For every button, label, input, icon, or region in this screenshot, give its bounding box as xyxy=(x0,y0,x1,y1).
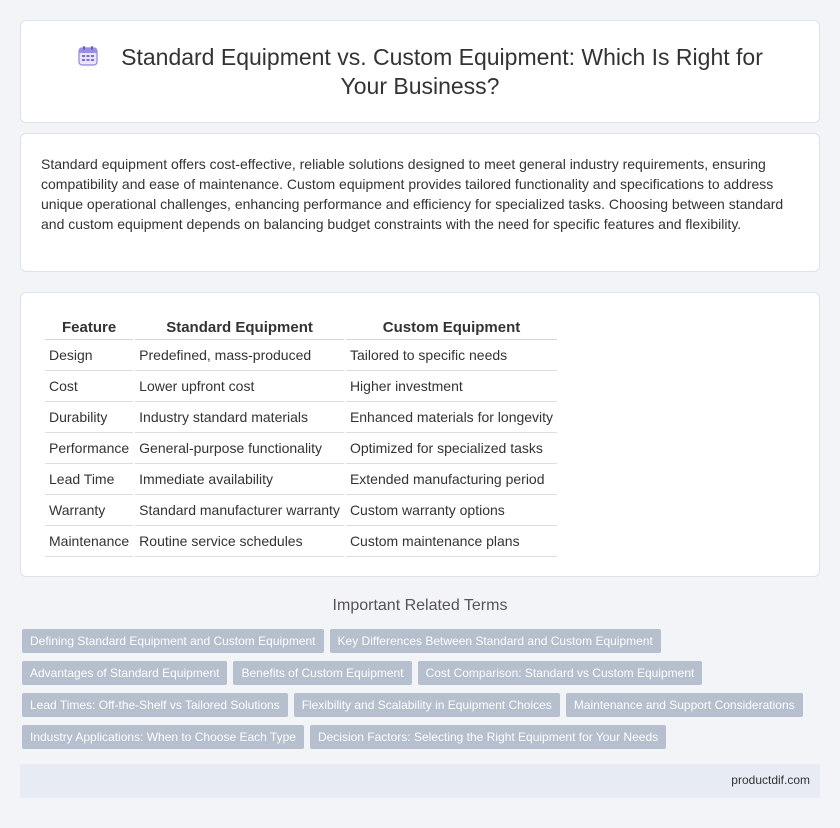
feature-cell: Lead Time xyxy=(45,464,133,495)
header-custom: Custom Equipment xyxy=(346,315,557,340)
custom-cell: Custom maintenance plans xyxy=(346,526,557,557)
footer-bar xyxy=(20,764,820,798)
standard-cell: Predefined, mass-produced xyxy=(135,340,344,371)
related-term-tag[interactable]: Maintenance and Support Considerations xyxy=(566,693,803,717)
intro-card xyxy=(20,133,820,272)
related-term-tag[interactable]: Advantages of Standard Equipment xyxy=(22,661,227,685)
table-row xyxy=(45,464,557,495)
header-feature: Feature xyxy=(45,315,133,340)
standard-cell: Routine service schedules xyxy=(135,526,344,557)
header-standard: Standard Equipment xyxy=(135,315,344,340)
custom-cell: Enhanced materials for longevity xyxy=(346,402,557,433)
feature-cell: Warranty xyxy=(45,495,133,526)
table-row xyxy=(45,402,557,433)
custom-cell: Optimized for specialized tasks xyxy=(346,433,557,464)
intro-paragraph: Standard equipment offers cost-effective, reliable solutions designed to meet general industry requirements, ensuring compatibility and ease of maintenance. Custom equipment provides tailored functionality and specifications to address unique operational challenges, enhancing performance and efficiency for specialized tasks. Choosing between standard and custom equipment depends on balancing budget constraints with the need for specific features and flexibility. xyxy=(41,156,784,232)
custom-cell: Custom warranty options xyxy=(346,495,557,526)
table-header-row xyxy=(45,315,557,340)
title-card xyxy=(20,20,820,123)
comparison-table xyxy=(43,315,559,557)
standard-cell: General-purpose functionality xyxy=(135,433,344,464)
standard-cell: Standard manufacturer warranty xyxy=(135,495,344,526)
title-line-2: Your Business? xyxy=(340,73,500,99)
title-line-1: Standard Equipment vs. Custom Equipment: Which Is Right for xyxy=(121,44,763,70)
tag-row xyxy=(22,693,822,725)
related-term-tag[interactable]: Key Differences Between Standard and Custom Equipment xyxy=(330,629,661,653)
related-term-tag[interactable]: Flexibility and Scalability in Equipment Choices xyxy=(294,693,560,717)
custom-cell: Extended manufacturing period xyxy=(346,464,557,495)
related-term-tag[interactable]: Cost Comparison: Standard vs Custom Equipment xyxy=(418,661,703,685)
related-term-tag[interactable]: Benefits of Custom Equipment xyxy=(233,661,411,685)
related-terms-list xyxy=(22,629,822,757)
tag-row xyxy=(22,629,822,661)
table-row xyxy=(45,340,557,371)
tag-row xyxy=(22,661,822,693)
table-row xyxy=(45,495,557,526)
related-term-tag[interactable]: Decision Factors: Selecting the Right Equipment for Your Needs xyxy=(310,725,666,749)
table-row xyxy=(45,526,557,557)
custom-cell: Higher investment xyxy=(346,371,557,402)
feature-cell: Maintenance xyxy=(45,526,133,557)
custom-cell: Tailored to specific needs xyxy=(346,340,557,371)
comparison-card xyxy=(20,292,820,577)
tag-row xyxy=(22,725,822,757)
feature-cell: Performance xyxy=(45,433,133,464)
site-credit[interactable]: productdif.com xyxy=(731,773,810,787)
table-row xyxy=(45,371,557,402)
feature-cell: Durability xyxy=(45,402,133,433)
related-term-tag[interactable]: Industry Applications: When to Choose Each Type xyxy=(22,725,304,749)
standard-cell: Industry standard materials xyxy=(135,402,344,433)
related-term-tag[interactable]: Lead Times: Off-the-Shelf vs Tailored Solutions xyxy=(22,693,288,717)
standard-cell: Immediate availability xyxy=(135,464,344,495)
calendar-grid-icon xyxy=(77,45,99,67)
feature-cell: Design xyxy=(45,340,133,371)
standard-cell: Lower upfront cost xyxy=(135,371,344,402)
page-title xyxy=(21,43,819,101)
feature-cell: Cost xyxy=(45,371,133,402)
related-term-tag[interactable]: Defining Standard Equipment and Custom Equipment xyxy=(22,629,324,653)
related-terms-heading: Important Related Terms xyxy=(332,597,508,614)
table-row xyxy=(45,433,557,464)
